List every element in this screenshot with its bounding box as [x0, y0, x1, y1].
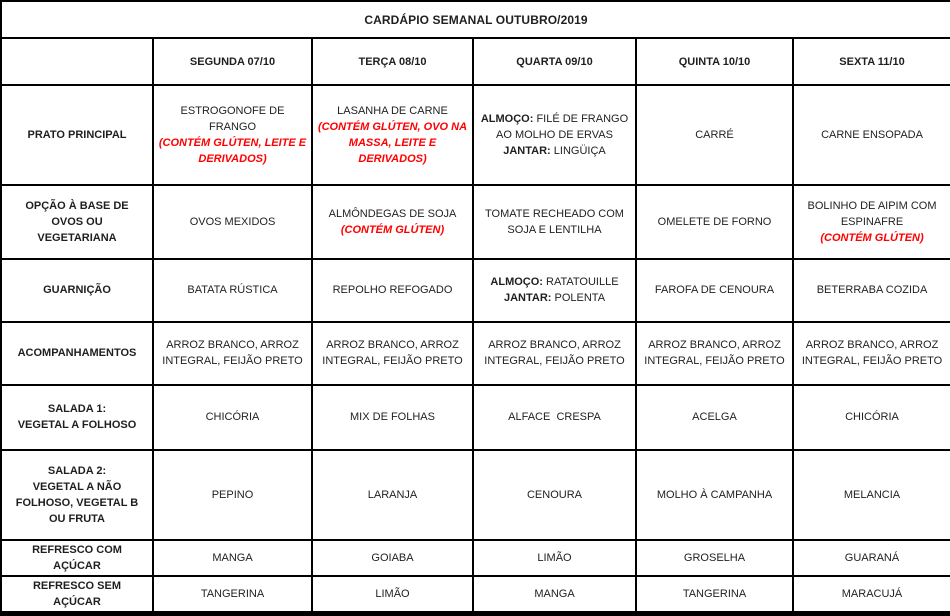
menu-cell-block: [640, 127, 789, 143]
table-row: [1, 322, 950, 385]
menu-item-text: MELANCIA: [843, 488, 901, 501]
row-label-line: FOLHOSO, VEGETAL B: [15, 496, 139, 509]
menu-item-text: CHICÓRIA: [205, 411, 260, 424]
menu-cell: [793, 540, 950, 576]
corner-cell: [1, 38, 153, 85]
menu-cell-block: [797, 550, 947, 566]
menu-item-text: GUARANÁ: [844, 551, 900, 564]
menu-cell-block: [797, 282, 947, 298]
row-label-line: REFRESCO COM: [32, 543, 122, 556]
menu-cell: [312, 185, 473, 259]
menu-cell-block: [640, 487, 789, 503]
menu-item-text: ALFACE CRESPA: [508, 411, 601, 424]
allergen-note: (CONTÉM GLÚTEN): [820, 232, 924, 245]
menu-cell-block: [640, 337, 789, 369]
menu-item-text: OVOS MEXIDOS: [189, 216, 276, 229]
menu-item-text: MANGA: [212, 551, 253, 564]
menu-item-text: OMELETE DE FORNO: [657, 216, 772, 229]
menu-cell: [793, 259, 950, 321]
menu-cell: [636, 385, 793, 450]
menu-cell: [153, 185, 312, 259]
row-label-line: ACOMPANHAMENTOS: [17, 347, 137, 360]
row-label-line: AÇÚCAR: [53, 559, 101, 572]
menu-cell-block: [797, 198, 947, 230]
menu-cell-block: [477, 550, 632, 566]
menu-cell-block: [316, 119, 469, 167]
menu-cell-block: [477, 274, 632, 290]
menu-item-text: ARROZ BRANCO, ARROZ INTEGRAL, FEIJÃO PRETO: [484, 339, 625, 368]
menu-cell: [793, 322, 950, 385]
menu-item-text: ALMÔNDEGAS DE SOJA: [328, 208, 457, 221]
menu-cell: [153, 385, 312, 450]
menu-cell-block: [316, 103, 469, 119]
row-label: [1, 385, 153, 450]
row-label-line: VEGETARIANA: [37, 232, 117, 245]
menu-item-text: ARROZ BRANCO, ARROZ INTEGRAL, FEIJÃO PRETO: [162, 339, 303, 368]
menu-cell: [636, 259, 793, 321]
menu-item-text: CENOURA: [526, 488, 582, 501]
table-row: [1, 385, 950, 450]
menu-item-text: TOMATE RECHEADO COM SOJA E LENTILHA: [485, 208, 628, 237]
menu-cell: [153, 450, 312, 539]
menu-cell: [793, 385, 950, 450]
menu-item-text: MOLHO À CAMPANHA: [656, 488, 773, 501]
menu-item-text: LASANHA DE CARNE: [337, 105, 448, 118]
row-label: [1, 576, 153, 614]
row-label-line: GUARNIÇÃO: [43, 284, 111, 297]
menu-cell: [473, 385, 636, 450]
menu-item-text: JANTAR:: [503, 292, 552, 305]
menu-cell: [312, 85, 473, 184]
menu-item-text: CARNE ENSOPADA: [821, 129, 923, 142]
allergen-note: (CONTÉM GLÚTEN): [340, 224, 445, 237]
menu-item-text: ESTROGONOFE DE FRANGO: [180, 105, 288, 134]
menu-cell-block: [477, 111, 632, 143]
menu-cell-block: [640, 550, 789, 566]
menu-cell-block: [316, 282, 469, 298]
menu-cell: [793, 576, 950, 614]
row-label: [1, 185, 153, 259]
day-column-header: QUINTA 10/10: [636, 38, 793, 85]
menu-cell-block: [316, 222, 469, 238]
menu-cell: [636, 85, 793, 184]
table-row: [1, 450, 950, 539]
menu-cell-block: [477, 290, 632, 306]
menu-cell: [636, 185, 793, 259]
menu-cell-block: [157, 550, 308, 566]
menu-cell: [153, 322, 312, 385]
menu-cell-block: [797, 487, 947, 503]
menu-item-text: TANGERINA: [200, 587, 265, 600]
menu-item-text: LARANJA: [367, 488, 418, 501]
menu-cell: [153, 540, 312, 576]
menu-item-text: REPOLHO REFOGADO: [332, 284, 453, 297]
menu-cell-block: [157, 214, 308, 230]
row-label-line: SALADA 2:: [47, 464, 107, 477]
day-column-header: SEXTA 11/10: [793, 38, 950, 85]
row-label: [1, 540, 153, 576]
menu-item-text: ARROZ BRANCO, ARROZ INTEGRAL, FEIJÃO PRETO: [644, 339, 785, 368]
row-label-line: REFRESCO SEM: [32, 579, 121, 592]
allergen-note: (CONTÉM GLÚTEN, OVO NA MASSA, LEITE E DERIVADOS): [317, 121, 471, 166]
table-row: [1, 185, 950, 259]
menu-cell-block: [797, 127, 947, 143]
menu-cell: [312, 540, 473, 576]
menu-item-text: TANGERINA: [682, 587, 747, 600]
menu-cell-block: [157, 586, 308, 602]
menu-cell: [473, 322, 636, 385]
menu-cell-block: [157, 409, 308, 425]
row-label: [1, 322, 153, 385]
menu-item-text: CHICÓRIA: [845, 411, 899, 424]
menu-cell-block: [157, 135, 308, 167]
menu-cell-block: [316, 586, 469, 602]
menu-item-text: FAROFA DE CENOURA: [654, 284, 775, 297]
menu-cell: [473, 85, 636, 184]
menu-cell-block: [477, 337, 632, 369]
menu-cell: [312, 385, 473, 450]
day-column-header: QUARTA 09/10: [473, 38, 636, 85]
menu-cell-block: [316, 487, 469, 503]
menu-cell: [473, 450, 636, 539]
row-label: [1, 85, 153, 184]
menu-cell: [793, 85, 950, 184]
menu-cell-block: [157, 337, 308, 369]
menu-item-text: RATATOUILLE: [542, 276, 619, 289]
menu-cell: [793, 450, 950, 539]
menu-cell-block: [157, 487, 308, 503]
day-column-header: SEGUNDA 07/10: [153, 38, 312, 85]
menu-cell: [473, 576, 636, 614]
menu-cell-block: [157, 282, 308, 298]
menu-cell-block: [316, 337, 469, 369]
table-row: [1, 85, 950, 184]
row-label: [1, 259, 153, 321]
menu-item-text: LINGÜIÇA: [550, 145, 606, 158]
menu-item-text: JANTAR:: [503, 145, 551, 158]
menu-cell-block: [477, 143, 632, 159]
menu-cell-block: [316, 550, 469, 566]
menu-cell-block: [640, 282, 789, 298]
menu-item-text: POLENTA: [551, 292, 606, 305]
row-label-line: OPÇÃO À BASE DE: [25, 200, 129, 213]
menu-cell: [312, 450, 473, 539]
menu-cell-block: [797, 409, 947, 425]
menu-cell-block: [316, 206, 469, 222]
row-label-line: SALADA 1:: [47, 403, 107, 416]
table-row: [1, 259, 950, 321]
menu-cell-block: [316, 409, 469, 425]
table-row: [1, 540, 950, 576]
menu-item-text: MANGA: [534, 587, 575, 600]
menu-cell: [636, 576, 793, 614]
row-label-line: AÇÚCAR: [53, 595, 101, 608]
menu-cell-block: [640, 586, 789, 602]
day-column-header: TERÇA 08/10: [312, 38, 473, 85]
table-row: [1, 576, 950, 614]
menu-cell: [153, 85, 312, 184]
menu-cell: [312, 576, 473, 614]
menu-item-text: MARACUJÁ: [841, 587, 903, 600]
menu-item-text: ALMOÇO:: [480, 113, 534, 126]
row-label: [1, 450, 153, 539]
menu-item-text: ALMOÇO:: [490, 276, 543, 289]
menu-cell-block: [797, 337, 947, 369]
menu-cell-block: [477, 409, 632, 425]
menu-item-text: ARROZ BRANCO, ARROZ INTEGRAL, FEIJÃO PRETO: [801, 339, 943, 368]
row-label-line: VEGETAL A NÃO: [32, 480, 122, 493]
menu-item-text: ARROZ BRANCO, ARROZ INTEGRAL, FEIJÃO PRETO: [322, 339, 463, 368]
row-label-line: OU FRUTA: [48, 512, 105, 525]
menu-cell: [473, 540, 636, 576]
row-label-line: PRATO PRINCIPAL: [27, 129, 127, 142]
allergen-note: (CONTÉM GLÚTEN, LEITE E DERIVADOS): [158, 137, 310, 166]
menu-cell: [153, 576, 312, 614]
row-label-line: OVOS OU: [51, 216, 103, 229]
menu-item-text: LIMÃO: [375, 587, 410, 600]
menu-cell: [473, 185, 636, 259]
menu-item-text: BOLINHO DE AIPIM COM ESPINAFRE: [807, 200, 940, 229]
menu-cell: [636, 540, 793, 576]
menu-cell-block: [477, 586, 632, 602]
day-header-row: [1, 38, 950, 85]
menu-item-text: PEPINO: [211, 488, 254, 501]
menu-item-text: GROSELHA: [683, 551, 746, 564]
menu-cell-block: [157, 103, 308, 135]
menu-item-text: FILÉ DE FRANGO AO MOLHO DE ERVAS: [496, 113, 631, 142]
menu-cell: [793, 185, 950, 259]
row-label-line: VEGETAL A FOLHOSO: [17, 419, 137, 432]
title-row: [1, 1, 950, 38]
menu-item-text: BATATA RÚSTICA: [187, 284, 278, 297]
menu-item-text: BETERRABA COZIDA: [816, 284, 928, 297]
menu-cell-block: [797, 586, 947, 602]
menu-item-text: GOIABA: [371, 551, 414, 564]
menu-cell: [312, 259, 473, 321]
menu-cell-block: [477, 206, 632, 238]
menu-cell-block: [640, 409, 789, 425]
page-title: CARDÁPIO SEMANAL OUTUBRO/2019: [1, 1, 950, 38]
menu-cell: [153, 259, 312, 321]
menu-item-text: ACELGA: [692, 411, 737, 424]
menu-cell: [636, 322, 793, 385]
menu-cell-block: [797, 230, 947, 246]
menu-cell: [473, 259, 636, 321]
menu-item-text: CARRÉ: [695, 129, 734, 142]
menu-item-text: LIMÃO: [537, 551, 572, 564]
menu-cell-block: [640, 214, 789, 230]
menu-cell-block: [477, 487, 632, 503]
menu-cell: [636, 450, 793, 539]
menu-cell: [312, 322, 473, 385]
menu-item-text: MIX DE FOLHAS: [350, 411, 435, 424]
